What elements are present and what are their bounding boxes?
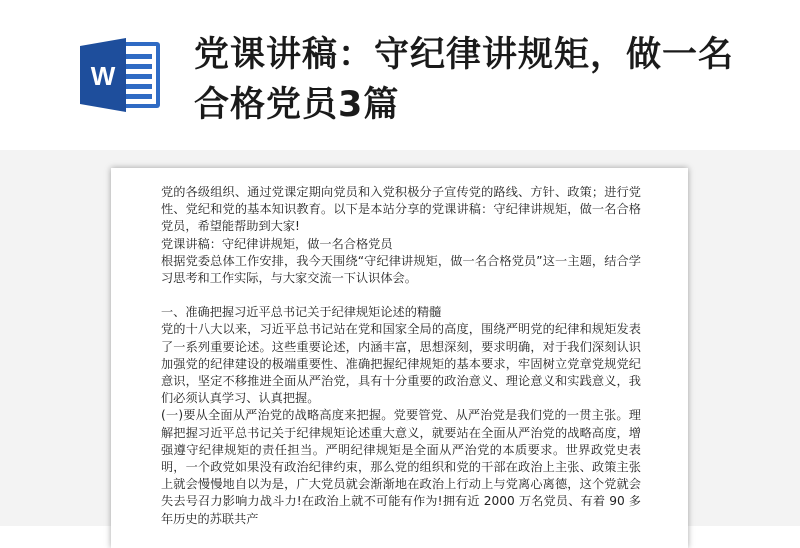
- header: [0, 0, 800, 150]
- body-paragraph: (一)要从全面从严治党的战略高度来把握。党要管党、从严治党是我们党的一贯主张。理解把握习近平总书记关于纪律规矩论述重大意义，就要站在全面从严治党的战略高度，增强遵守纪律规矩的责任担当。严明纪律规矩是全面从严治党的本质要求。世界政党史表明，一个政党如果没有政治纪律约束，那么党的组织和党的干部在政治上主张、政策主张上就会慢慢地自以为是，广大党员就会渐渐地在政治上行动上与党离心离德，这个党就会失去号召力影响力战斗力!在政治上就不可能有作为!拥有近 2000 万名党员、有着 90 多年历史的苏联共产: [161, 408, 641, 526]
- page-title: 党课讲稿：守纪律讲规矩，做一名合格党员3篇: [194, 35, 735, 125]
- subtitle-paragraph: 党课讲稿：守纪律讲规矩，做一名合格党员: [161, 236, 393, 251]
- opening-paragraph: 根据党委总体工作安排，我今天围绕“守纪律讲规矩，做一名合格党员”这一主题，结合学习思考和工作实际，与大家交流一下认识体会。: [161, 253, 641, 286]
- word-document-icon: [74, 36, 166, 114]
- section-heading: 一、准确把握习近平总书记关于纪律规矩论述的精髓: [161, 305, 442, 320]
- document-page: [111, 168, 688, 548]
- intro-paragraph: 党的各级组织、通过党课定期向党员和入党积极分子宣传党的路线、方针、政策；进行党性、党纪和党的基本知识教育。以下是本站分享的党课讲稿：守纪律讲规矩，做一名合格党员，希望能帮助到大家!: [161, 185, 641, 234]
- word-icon-letter: W: [90, 61, 116, 91]
- paragraph-gap: [161, 287, 641, 304]
- document-body: [161, 184, 641, 528]
- body-paragraph: 党的十八大以来，习近平总书记站在党和国家全局的高度，围绕严明党的纪律和规矩发表了一系列重要论述。这些重要论述，内涵丰富，思想深刻，要求明确，对于我们深刻认识加强党的纪律建设的极端重要性、准确把握纪律规矩的基本要求，牢固树立党章党规党纪意识，坚定不移推进全面从严治党，具有十分重要的政治意义、理论意义和实践意义，我们必须认真学习、认真把握。: [161, 322, 641, 406]
